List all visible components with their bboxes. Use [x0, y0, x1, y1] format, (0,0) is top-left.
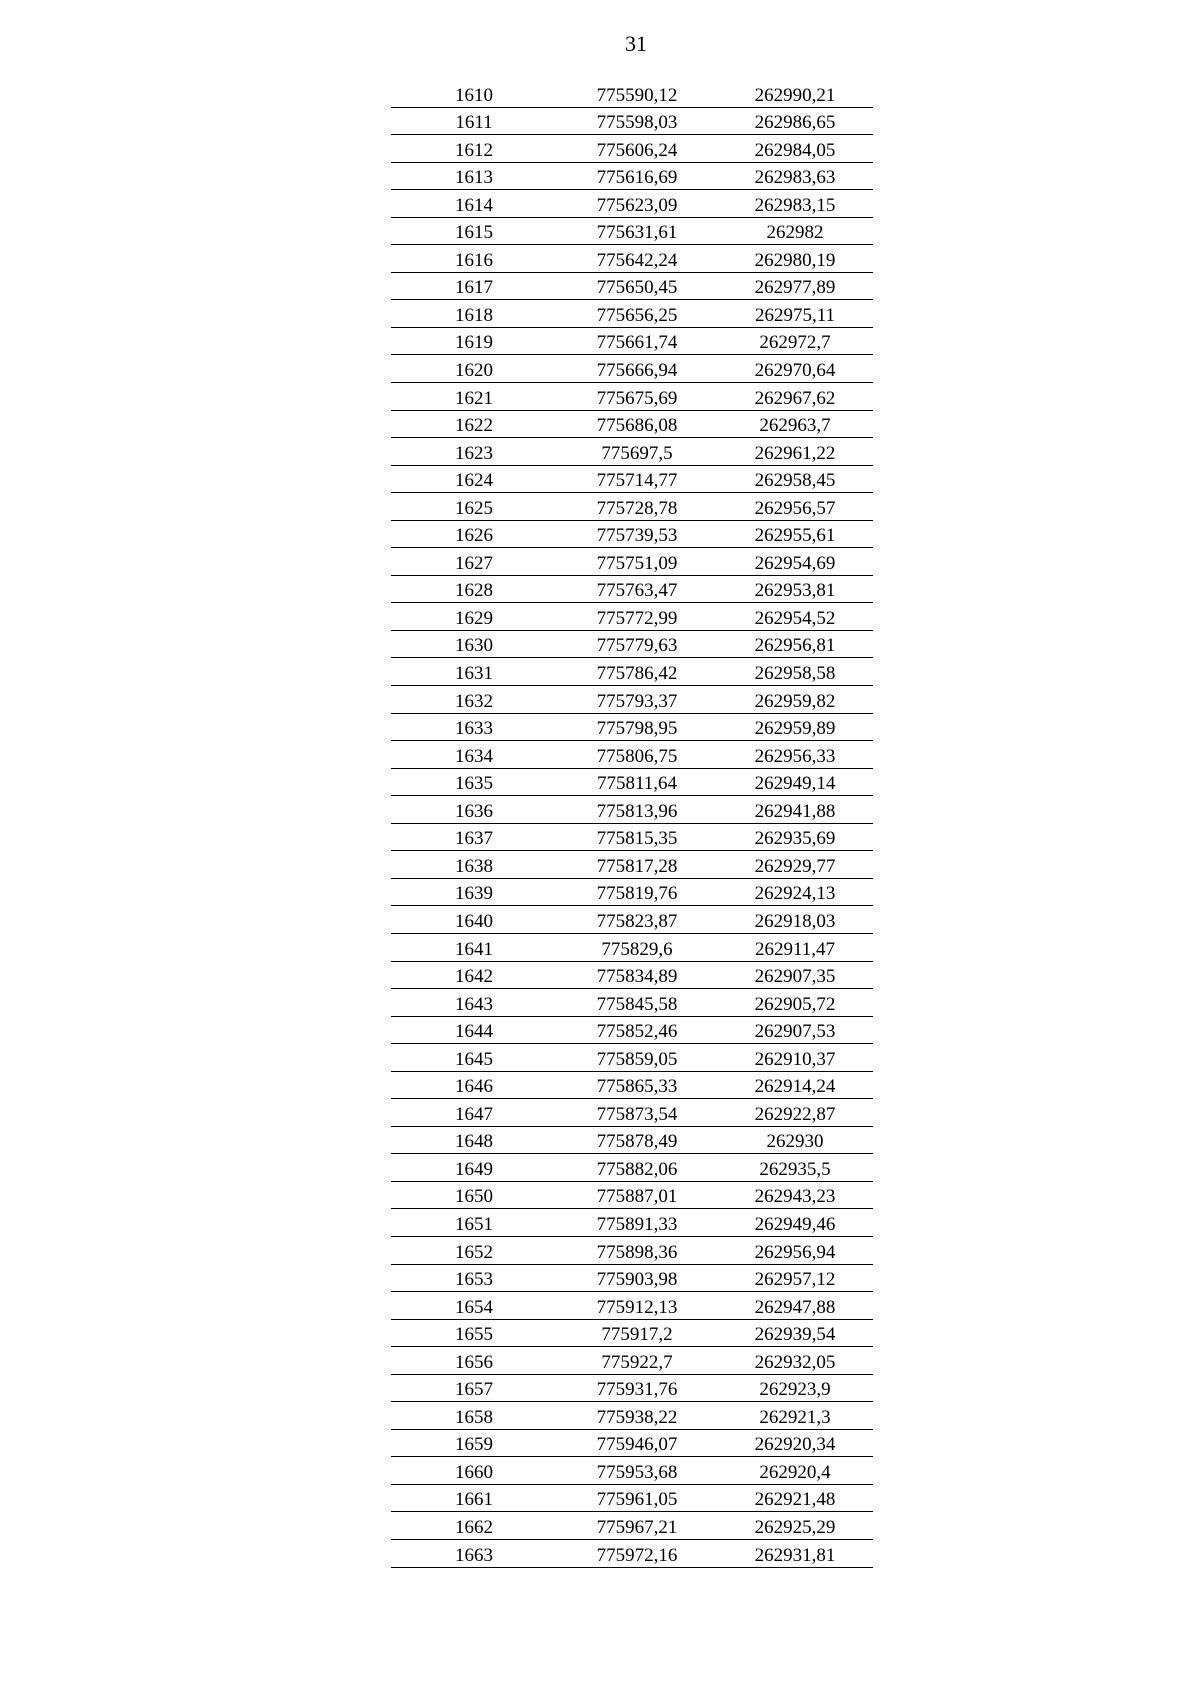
y-coordinate-cell: 262930 — [717, 1126, 873, 1154]
x-coordinate-cell: 775912,13 — [557, 1292, 717, 1320]
x-coordinate-cell: 775772,99 — [557, 603, 717, 631]
x-coordinate-cell: 775650,45 — [557, 272, 717, 300]
x-coordinate-cell: 775739,53 — [557, 520, 717, 548]
x-coordinate-cell: 775891,33 — [557, 1209, 717, 1237]
x-coordinate-cell: 775616,69 — [557, 162, 717, 190]
y-coordinate-cell: 262967,62 — [717, 383, 873, 411]
point-number-cell: 1628 — [391, 575, 557, 603]
y-coordinate-cell: 262961,22 — [717, 438, 873, 466]
table-row — [391, 1154, 873, 1182]
x-coordinate-cell: 775763,47 — [557, 575, 717, 603]
x-coordinate-cell: 775819,76 — [557, 878, 717, 906]
table-row — [391, 1236, 873, 1264]
x-coordinate-cell: 775590,12 — [557, 80, 717, 107]
point-number-cell: 1647 — [391, 1099, 557, 1127]
y-coordinate-cell: 262910,37 — [717, 1044, 873, 1072]
x-coordinate-cell: 775938,22 — [557, 1402, 717, 1430]
y-coordinate-cell: 262954,52 — [717, 603, 873, 631]
x-coordinate-cell: 775953,68 — [557, 1457, 717, 1485]
point-number-cell: 1633 — [391, 713, 557, 741]
y-coordinate-cell: 262955,61 — [717, 520, 873, 548]
y-coordinate-cell: 262983,63 — [717, 162, 873, 190]
page-number: 31 — [625, 31, 647, 56]
table-row — [391, 493, 873, 521]
y-coordinate-cell: 262970,64 — [717, 355, 873, 383]
table-row — [391, 465, 873, 493]
y-coordinate-cell: 262983,15 — [717, 190, 873, 218]
point-number-cell: 1638 — [391, 851, 557, 879]
table-row — [391, 686, 873, 714]
x-coordinate-cell: 775845,58 — [557, 989, 717, 1017]
y-coordinate-cell: 262949,46 — [717, 1209, 873, 1237]
table-row — [391, 878, 873, 906]
y-coordinate-cell: 262956,33 — [717, 741, 873, 769]
point-number-cell: 1625 — [391, 493, 557, 521]
table-row — [391, 520, 873, 548]
y-coordinate-cell: 262963,7 — [717, 410, 873, 438]
x-coordinate-cell: 775972,16 — [557, 1539, 717, 1567]
point-number-cell: 1653 — [391, 1264, 557, 1292]
table-row — [391, 989, 873, 1017]
x-coordinate-cell: 775865,33 — [557, 1071, 717, 1099]
y-coordinate-cell: 262956,94 — [717, 1236, 873, 1264]
point-number-cell: 1616 — [391, 245, 557, 273]
table-row — [391, 713, 873, 741]
point-number-cell: 1656 — [391, 1347, 557, 1375]
point-number-cell: 1660 — [391, 1457, 557, 1485]
y-coordinate-cell: 262921,48 — [717, 1484, 873, 1512]
x-coordinate-cell: 775606,24 — [557, 135, 717, 163]
point-number-cell: 1637 — [391, 823, 557, 851]
point-number-cell: 1655 — [391, 1319, 557, 1347]
x-coordinate-cell: 775817,28 — [557, 851, 717, 879]
x-coordinate-cell: 775967,21 — [557, 1512, 717, 1540]
table-row — [391, 135, 873, 163]
point-number-cell: 1654 — [391, 1292, 557, 1320]
point-number-cell: 1645 — [391, 1044, 557, 1072]
y-coordinate-cell: 262907,53 — [717, 1016, 873, 1044]
y-coordinate-cell: 262924,13 — [717, 878, 873, 906]
table-row — [391, 1044, 873, 1072]
x-coordinate-cell: 775922,7 — [557, 1347, 717, 1375]
table-row — [391, 1429, 873, 1457]
y-coordinate-cell: 262986,65 — [717, 107, 873, 135]
table-row — [391, 548, 873, 576]
point-number-cell: 1662 — [391, 1512, 557, 1540]
table-row — [391, 1457, 873, 1485]
table-row — [391, 162, 873, 190]
y-coordinate-cell: 262932,05 — [717, 1347, 873, 1375]
x-coordinate-cell: 775798,95 — [557, 713, 717, 741]
table-row — [391, 300, 873, 328]
point-number-cell: 1626 — [391, 520, 557, 548]
y-coordinate-cell: 262984,05 — [717, 135, 873, 163]
point-number-cell: 1624 — [391, 465, 557, 493]
table-row — [391, 823, 873, 851]
table-row — [391, 658, 873, 686]
y-coordinate-cell: 262941,88 — [717, 796, 873, 824]
x-coordinate-cell: 775852,46 — [557, 1016, 717, 1044]
point-number-cell: 1636 — [391, 796, 557, 824]
point-number-cell: 1629 — [391, 603, 557, 631]
table-row — [391, 1016, 873, 1044]
x-coordinate-cell: 775946,07 — [557, 1429, 717, 1457]
point-number-cell: 1618 — [391, 300, 557, 328]
point-number-cell: 1659 — [391, 1429, 557, 1457]
table-row — [391, 1099, 873, 1127]
table-row — [391, 272, 873, 300]
point-number-cell: 1663 — [391, 1539, 557, 1567]
point-number-cell: 1649 — [391, 1154, 557, 1182]
table-row — [391, 933, 873, 961]
point-number-cell: 1632 — [391, 686, 557, 714]
y-coordinate-cell: 262972,7 — [717, 327, 873, 355]
y-coordinate-cell: 262921,3 — [717, 1402, 873, 1430]
point-number-cell: 1615 — [391, 217, 557, 245]
y-coordinate-cell: 262943,23 — [717, 1181, 873, 1209]
y-coordinate-cell: 262958,45 — [717, 465, 873, 493]
point-number-cell: 1646 — [391, 1071, 557, 1099]
x-coordinate-cell: 775931,76 — [557, 1374, 717, 1402]
table-row — [391, 190, 873, 218]
point-number-cell: 1613 — [391, 162, 557, 190]
y-coordinate-cell: 262982 — [717, 217, 873, 245]
x-coordinate-cell: 775697,5 — [557, 438, 717, 466]
x-coordinate-cell: 775598,03 — [557, 107, 717, 135]
y-coordinate-cell: 262990,21 — [717, 80, 873, 107]
y-coordinate-cell: 262939,54 — [717, 1319, 873, 1347]
x-coordinate-cell: 775961,05 — [557, 1484, 717, 1512]
point-number-cell: 1621 — [391, 383, 557, 411]
x-coordinate-cell: 775793,37 — [557, 686, 717, 714]
table-row — [391, 796, 873, 824]
point-number-cell: 1630 — [391, 630, 557, 658]
point-number-cell: 1658 — [391, 1402, 557, 1430]
table-row — [391, 327, 873, 355]
table-row — [391, 245, 873, 273]
table-row — [391, 217, 873, 245]
point-number-cell: 1611 — [391, 107, 557, 135]
table-row — [391, 741, 873, 769]
coordinates-table-body — [391, 80, 873, 1567]
y-coordinate-cell: 262980,19 — [717, 245, 873, 273]
x-coordinate-cell: 775686,08 — [557, 410, 717, 438]
table-row — [391, 851, 873, 879]
y-coordinate-cell: 262959,89 — [717, 713, 873, 741]
y-coordinate-cell: 262920,4 — [717, 1457, 873, 1485]
table-row — [391, 1071, 873, 1099]
point-number-cell: 1614 — [391, 190, 557, 218]
point-number-cell: 1620 — [391, 355, 557, 383]
y-coordinate-cell: 262922,87 — [717, 1099, 873, 1127]
x-coordinate-cell: 775811,64 — [557, 768, 717, 796]
x-coordinate-cell: 775642,24 — [557, 245, 717, 273]
y-coordinate-cell: 262959,82 — [717, 686, 873, 714]
table-row — [391, 630, 873, 658]
table-row — [391, 1539, 873, 1567]
table-row — [391, 1126, 873, 1154]
point-number-cell: 1639 — [391, 878, 557, 906]
x-coordinate-cell: 775675,69 — [557, 383, 717, 411]
y-coordinate-cell: 262911,47 — [717, 933, 873, 961]
x-coordinate-cell: 775751,09 — [557, 548, 717, 576]
y-coordinate-cell: 262929,77 — [717, 851, 873, 879]
table-row — [391, 1181, 873, 1209]
point-number-cell: 1619 — [391, 327, 557, 355]
y-coordinate-cell: 262975,11 — [717, 300, 873, 328]
x-coordinate-cell: 775666,94 — [557, 355, 717, 383]
point-number-cell: 1650 — [391, 1181, 557, 1209]
point-number-cell: 1635 — [391, 768, 557, 796]
y-coordinate-cell: 262920,34 — [717, 1429, 873, 1457]
table-row — [391, 1264, 873, 1292]
y-coordinate-cell: 262957,12 — [717, 1264, 873, 1292]
x-coordinate-cell: 775656,25 — [557, 300, 717, 328]
point-number-cell: 1651 — [391, 1209, 557, 1237]
x-coordinate-cell: 775786,42 — [557, 658, 717, 686]
x-coordinate-cell: 775714,77 — [557, 465, 717, 493]
y-coordinate-cell: 262923,9 — [717, 1374, 873, 1402]
x-coordinate-cell: 775887,01 — [557, 1181, 717, 1209]
table-row — [391, 383, 873, 411]
point-number-cell: 1644 — [391, 1016, 557, 1044]
y-coordinate-cell: 262918,03 — [717, 906, 873, 934]
x-coordinate-cell: 775806,75 — [557, 741, 717, 769]
y-coordinate-cell: 262914,24 — [717, 1071, 873, 1099]
x-coordinate-cell: 775779,63 — [557, 630, 717, 658]
x-coordinate-cell: 775728,78 — [557, 493, 717, 521]
x-coordinate-cell: 775815,35 — [557, 823, 717, 851]
x-coordinate-cell: 775873,54 — [557, 1099, 717, 1127]
table-row — [391, 906, 873, 934]
table-row — [391, 1319, 873, 1347]
x-coordinate-cell: 775813,96 — [557, 796, 717, 824]
y-coordinate-cell: 262925,29 — [717, 1512, 873, 1540]
x-coordinate-cell: 775882,06 — [557, 1154, 717, 1182]
table-row — [391, 1512, 873, 1540]
point-number-cell: 1622 — [391, 410, 557, 438]
table-row — [391, 410, 873, 438]
table-row — [391, 1347, 873, 1375]
table-row — [391, 107, 873, 135]
y-coordinate-cell: 262956,81 — [717, 630, 873, 658]
x-coordinate-cell: 775859,05 — [557, 1044, 717, 1072]
point-number-cell: 1612 — [391, 135, 557, 163]
point-number-cell: 1642 — [391, 961, 557, 989]
y-coordinate-cell: 262931,81 — [717, 1539, 873, 1567]
table-row — [391, 1402, 873, 1430]
x-coordinate-cell: 775917,2 — [557, 1319, 717, 1347]
y-coordinate-cell: 262958,58 — [717, 658, 873, 686]
y-coordinate-cell: 262956,57 — [717, 493, 873, 521]
table-row — [391, 1484, 873, 1512]
point-number-cell: 1648 — [391, 1126, 557, 1154]
table-row — [391, 438, 873, 466]
y-coordinate-cell: 262954,69 — [717, 548, 873, 576]
table-row — [391, 355, 873, 383]
point-number-cell: 1634 — [391, 741, 557, 769]
point-number-cell: 1643 — [391, 989, 557, 1017]
table-row — [391, 768, 873, 796]
x-coordinate-cell: 775898,36 — [557, 1236, 717, 1264]
point-number-cell: 1623 — [391, 438, 557, 466]
y-coordinate-cell: 262953,81 — [717, 575, 873, 603]
table-row — [391, 961, 873, 989]
x-coordinate-cell: 775823,87 — [557, 906, 717, 934]
table-row — [391, 603, 873, 631]
coordinates-table — [391, 80, 873, 1568]
point-number-cell: 1652 — [391, 1236, 557, 1264]
point-number-cell: 1657 — [391, 1374, 557, 1402]
y-coordinate-cell: 262907,35 — [717, 961, 873, 989]
point-number-cell: 1640 — [391, 906, 557, 934]
table-row — [391, 575, 873, 603]
table-row — [391, 1292, 873, 1320]
y-coordinate-cell: 262905,72 — [717, 989, 873, 1017]
point-number-cell: 1661 — [391, 1484, 557, 1512]
x-coordinate-cell: 775878,49 — [557, 1126, 717, 1154]
point-number-cell: 1641 — [391, 933, 557, 961]
y-coordinate-cell: 262947,88 — [717, 1292, 873, 1320]
y-coordinate-cell: 262949,14 — [717, 768, 873, 796]
point-number-cell: 1627 — [391, 548, 557, 576]
table-row — [391, 80, 873, 107]
x-coordinate-cell: 775829,6 — [557, 933, 717, 961]
x-coordinate-cell: 775834,89 — [557, 961, 717, 989]
table-row — [391, 1374, 873, 1402]
y-coordinate-cell: 262935,5 — [717, 1154, 873, 1182]
x-coordinate-cell: 775903,98 — [557, 1264, 717, 1292]
x-coordinate-cell: 775631,61 — [557, 217, 717, 245]
y-coordinate-cell: 262977,89 — [717, 272, 873, 300]
x-coordinate-cell: 775623,09 — [557, 190, 717, 218]
point-number-cell: 1610 — [391, 80, 557, 107]
point-number-cell: 1617 — [391, 272, 557, 300]
table-row — [391, 1209, 873, 1237]
x-coordinate-cell: 775661,74 — [557, 327, 717, 355]
point-number-cell: 1631 — [391, 658, 557, 686]
y-coordinate-cell: 262935,69 — [717, 823, 873, 851]
